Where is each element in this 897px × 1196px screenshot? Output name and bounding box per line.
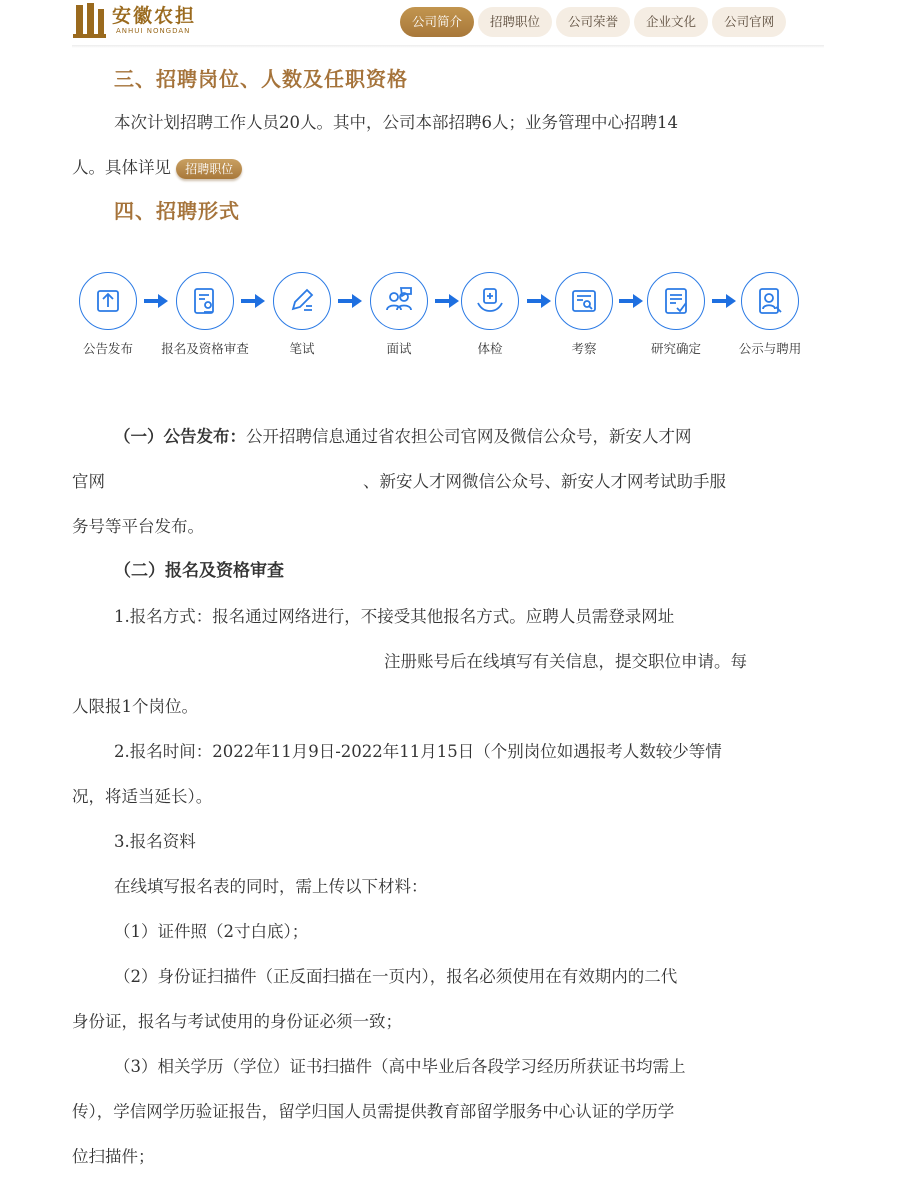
- pen-icon: [284, 283, 320, 319]
- step-written-exam: [252, 272, 352, 357]
- registration-materials-heading: 3.报名资料: [114, 832, 196, 851]
- step-medical-exam: [440, 272, 540, 357]
- site-logo[interactable]: [72, 0, 196, 40]
- logo-subtitle: ANHUI NONGDAN: [116, 27, 191, 35]
- registration-method-line2: 注册账号后在线填写有关信息，提交职位申请。每: [384, 652, 747, 671]
- material-item-degree-line2: 传），学信网学历验证报告，留学归国人员需提供教育部留学服务中心认证的学历学: [72, 1102, 675, 1121]
- top-header: [0, 0, 897, 46]
- interview-people-icon: [381, 283, 417, 319]
- announcement-text-b: 、新安人才网微信公众号、新安人才网考试助手服: [363, 472, 726, 491]
- materials-intro: 在线填写报名表的同时，需上传以下材料：: [114, 877, 428, 896]
- announcement-paragraph-line3: 务号等平台发布。: [72, 517, 204, 536]
- step-label: 面试: [386, 341, 412, 356]
- section-title-positions: 三、招聘岗位、人数及任职资格: [114, 67, 408, 91]
- nav-tab-honors[interactable]: 公司荣誉: [556, 7, 630, 37]
- process-flow: [72, 242, 824, 402]
- material-item-id-line2: 身份证，报名与考试使用的身份证必须一致；: [72, 1012, 402, 1031]
- step-label: 报名及资格审查: [161, 341, 249, 356]
- announcement-text: 公开招聘信息通过省农担公司官网及微信公众号，新安人才网: [246, 427, 692, 446]
- jobs-link-pill[interactable]: 招聘职位: [176, 159, 242, 179]
- checklist-icon: [658, 283, 694, 319]
- positions-paragraph-line2: [72, 145, 824, 190]
- step-registration: [155, 272, 255, 357]
- upload-icon: [90, 283, 126, 319]
- person-search-icon: [752, 283, 788, 319]
- registration-time-line2: 况，将适当延长）。: [72, 787, 213, 806]
- step-label: 考察: [571, 341, 597, 356]
- nav-tab-company-intro[interactable]: 公司简介: [400, 7, 474, 37]
- material-item-degree-line1: （3）相关学历（学位）证书扫描件（高中毕业后各段学习经历所获证书均需上: [114, 1057, 686, 1076]
- registration-time-line1: 2.报名时间：2022年11月9日-2022年11月15日（个别岗位如遇报考人数较少等情: [114, 742, 722, 761]
- registration-subheading: （二）报名及资格审查: [114, 561, 284, 581]
- step-announcement: [58, 272, 158, 357]
- header-divider: [72, 45, 824, 48]
- step-label: 笔试: [289, 341, 315, 356]
- medical-hands-icon: [472, 283, 508, 319]
- registration-method-line1: 1.报名方式：报名通过网络进行，不接受其他报名方式。应聘人员需登录网址: [114, 607, 675, 626]
- top-nav: [400, 7, 790, 37]
- logo-title: 安徽农担: [112, 5, 197, 27]
- step-publicity-hiring: [720, 272, 820, 357]
- article-content: [72, 58, 824, 1179]
- step-label: 研究确定: [650, 341, 701, 356]
- material-item-id-line1: （2）身份证扫描件（正反面扫描在一页内），报名必须使用在有效期内的二代: [114, 967, 678, 986]
- nav-tab-jobs[interactable]: 招聘职位: [478, 7, 552, 37]
- announcement-paragraph-line1: [72, 414, 824, 459]
- step-label: 公示与聘用: [738, 341, 802, 356]
- announcement-paragraph-line2: [72, 459, 824, 504]
- step-label: 公告发布: [82, 341, 133, 356]
- step-decision: [626, 272, 726, 357]
- registration-form-icon: [187, 283, 223, 319]
- registration-method-line3: 人限报1个岗位。: [72, 697, 198, 716]
- section-title-form: 四、招聘形式: [114, 199, 240, 223]
- inspection-doc-icon: [566, 283, 602, 319]
- positions-paragraph-text: 人。具体详见: [72, 158, 171, 177]
- nav-tab-official-site[interactable]: 公司官网: [712, 7, 786, 37]
- step-inspection: [534, 272, 634, 357]
- nav-tab-culture[interactable]: 企业文化: [634, 7, 708, 37]
- announcement-text-a: 官网: [72, 472, 105, 491]
- positions-paragraph-line1: 本次计划招聘工作人员20人。其中，公司本部招聘6人；业务管理中心招聘14: [114, 113, 678, 132]
- step-interview: [349, 272, 449, 357]
- announcement-lead: （一）公告发布：: [114, 427, 246, 446]
- material-item-photo: （1）证件照（2寸白底）；: [114, 922, 309, 941]
- step-label: 体检: [477, 341, 503, 356]
- material-item-degree-line3: 位扫描件；: [72, 1147, 155, 1166]
- logo-mark-icon: [72, 1, 106, 39]
